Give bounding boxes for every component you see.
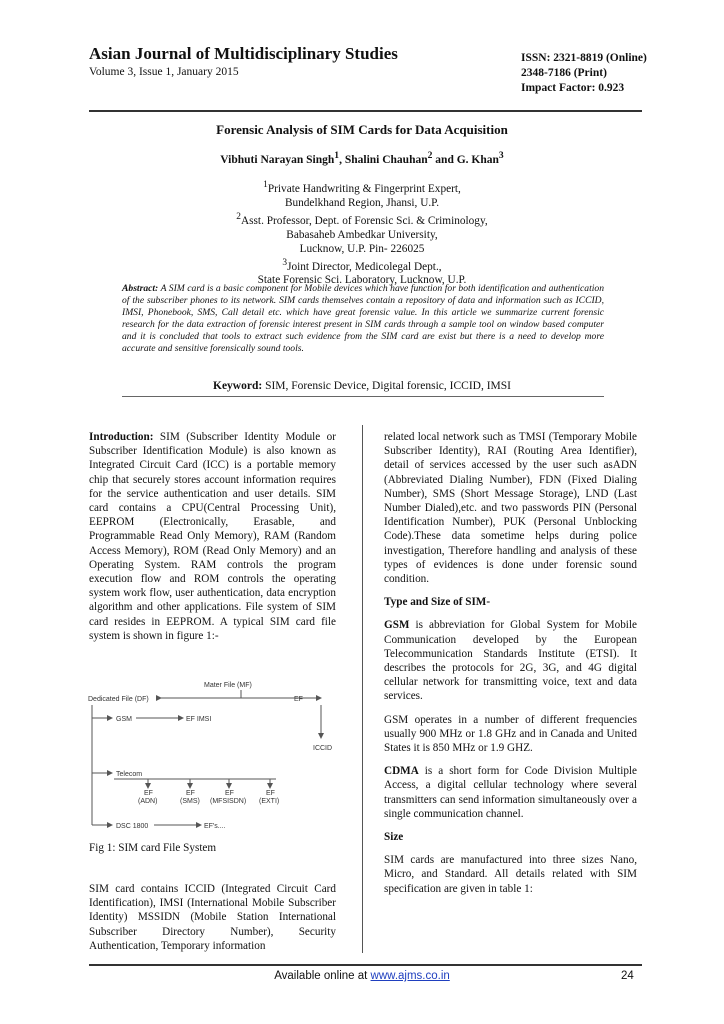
sim-file-system-figure	[86, 678, 364, 828]
affil-5: Lucknow, U.P. Pin- 226025	[299, 242, 425, 255]
intro-text: SIM (Subscriber Identity Module or Subscriber Identification Module) is also known as Integrated Circuit Card (ICC) is a portable memory chip that securely stores account information requires for the service authentication and user details. SIM card contains a CPU(Central Processing Unit), EEPROM (Electronically, Erasable, and Programmable Read Only Memory), RAM (Random Access Memory), ROM (Read Only Memory) and an Operating System. RAM controls the program execution flow and ROM controls the operating system work flow, user authentication, data encryption algorithm and other applications. File system of SIM card resides in EEPROM. A typical SIM card file system is shown in figure 1:-	[89, 431, 336, 642]
affil-sup-1: 1	[263, 180, 268, 190]
type-size-heading	[384, 595, 637, 609]
author-1: Vibhuti Narayan Singh	[220, 153, 335, 166]
keywords	[0, 380, 724, 392]
left-column-bottom	[89, 882, 336, 962]
fig-mfsisdn-label: (MFSISDN)	[210, 798, 247, 805]
fig-mf-label: Mater File (MF)	[204, 682, 252, 689]
abstract-label: Abstract:	[122, 283, 159, 294]
affil-sup-3: 3	[282, 257, 288, 268]
gsm-paragraph	[384, 618, 637, 703]
left-column	[89, 430, 336, 652]
affil-sup-2: 2	[236, 211, 241, 222]
fig-telecom-label: Telecom	[116, 771, 143, 778]
fig-iccid-label: ICCID	[313, 745, 333, 752]
intro-paragraph	[89, 430, 336, 643]
footer-rule	[89, 964, 642, 966]
gsm-label: GSM	[384, 619, 410, 632]
abstract	[122, 283, 604, 356]
paper-title: Forensic Analysis of SIM Cards for Data Acquisition	[216, 122, 508, 137]
intro-label: Introduction:	[89, 431, 154, 443]
fig-efs-label: EF's....	[204, 823, 226, 828]
issn-online: ISSN: 2321-8819 (Online)	[521, 52, 647, 64]
affiliation-line	[0, 178, 724, 196]
size-heading-text: Size	[384, 831, 404, 844]
footer-prefix: Available online at	[274, 970, 371, 982]
keyword-rule	[122, 396, 604, 397]
fig-efimsi-label: EF IMSI	[186, 716, 212, 723]
fig-ef-mfsisdn: EF	[225, 790, 234, 797]
fig-ef-adn: EF	[144, 790, 153, 797]
affil-3: Asst. Professor, Dept. of Forensic Sci. & Criminology,	[240, 214, 488, 227]
affil-7: State Forensic Sci. Laboratory, Lucknow, U.P.	[257, 274, 467, 287]
fig-gsm-label: GSM	[116, 716, 132, 723]
footer-link[interactable]: www.ajms.co.in	[370, 970, 450, 982]
author-2-sup: 2	[427, 150, 433, 161]
sim-contains-paragraph: SIM card contains ICCID (Integrated Circuit Card Identification), IMSI (International Mobile Subscriber Identity) MSSIDN (Mobile Station International Subscriber Directory Number), Security Authentication, Temporary information	[89, 883, 336, 952]
figure-caption: Fig 1: SIM card File System	[89, 842, 217, 854]
keyword-text: SIM, Forensic Device, Digital forensic, ICCID, IMSI	[262, 380, 511, 392]
header-rule	[89, 110, 642, 112]
gsm-text: is abbreviation for Global System for Mobile Communication developed by the European Telecommunication Standards Institute (ETSI). It describes the protocols for 2G, 3G, and 4G digital cellular network for transmitting voice, text and data services.	[384, 619, 637, 703]
affiliations	[0, 178, 724, 287]
author-2: , Shalini Chauhan	[339, 153, 428, 166]
journal-title: Asian Journal of Multidisciplinary Studies	[89, 44, 398, 63]
cdma-paragraph	[384, 764, 637, 821]
page-number: 24	[621, 970, 634, 982]
volume-info: Volume 3, Issue 1, January 2015	[89, 66, 239, 78]
issn-block	[521, 51, 647, 96]
size-paragraph: SIM cards are manufactured into three sizes Nano, Micro, and Standard. All details related with SIM specification are given in table 1:	[384, 854, 637, 895]
affil-6: Joint Director, Medicolegal Dept.,	[287, 260, 442, 273]
affil-1: Private Handwriting & Fingerprint Expert,	[267, 182, 461, 195]
gsm-frequency-paragraph: GSM operates in a number of different frequencies usually 900 MHz or 1.8 GHz and in Canada and United States it is 850 MHz or 1.9 GHZ.	[384, 713, 637, 755]
affil-2: Bundelkhand Region, Jhansi, U.P.	[284, 196, 440, 209]
abstract-text: A SIM card is a basic component for Mobile devices which have function for both identification and authentication of the subscriber phones to its network. SIM cards themselves contain a repository of data and information such as ICCID, IMSI, Phonebook, SMS, Call detail etc. which have great forensic value. In this article we summarize current forensic research for the data extraction of forensic interest present in SIM cards through a sample tool on window based computer and it is concluded that tools to extract such evidence from the SIM card are exist but there is a need to develop more accurate and sensitive forensically sound tools.	[122, 283, 604, 355]
author-3: and G. Khan	[432, 153, 499, 166]
fig-exti-label: (EXTI)	[259, 798, 280, 805]
affil-4: Babasaheb Ambedkar University,	[286, 228, 438, 241]
fig-ef-exti: EF	[266, 790, 275, 797]
fig-sms-label: (SMS)	[180, 798, 200, 805]
type-size-heading-text: Type and Size of SIM-	[384, 596, 491, 609]
fig-ef-sms: EF	[186, 790, 195, 797]
author-1-sup: 1	[334, 150, 340, 161]
size-heading	[384, 830, 637, 844]
cdma-label: CDMA	[384, 765, 419, 778]
footer	[0, 970, 724, 982]
paper-authors	[0, 150, 724, 166]
author-3-sup: 3	[498, 150, 504, 161]
fig-adn-label: (ADN)	[138, 798, 158, 805]
affiliation-line	[0, 210, 724, 228]
impact-factor: Impact Factor: 0.923	[521, 82, 625, 94]
right-paragraph-1: related local network such as TMSI (Temporary Mobile Subscriber Identity), RAI (Routing Area Identifier), detail of services accessed by the user such asADN (Abbreviated Dialing Number), FDN (Fixed Dialing Number), SMS (Short Message Storage), LND (Last Number Dialed),etc. and two passwords PIN (Personal Identification Number), PUK (Personal Unblocking Code).These data sometime helps during police investigation, Therefore handling and analysis of these types of evidences is done under forensic sound condition.	[384, 431, 637, 586]
cdma-text: is a short form for Code Division Multiple Access, a digital cellular technology where several transmitters can send information simultaneously over a single communication channel.	[384, 765, 637, 820]
issn-print: 2348-7186 (Print)	[521, 67, 607, 79]
affiliation-line	[0, 256, 724, 274]
right-column	[384, 430, 637, 905]
fig-ef-label: EF	[294, 696, 303, 703]
keyword-label: Keyword:	[213, 380, 263, 392]
fig-df-label: Dedicated File (DF)	[88, 696, 149, 703]
fig-dsc-label: DSC 1800	[116, 823, 149, 828]
